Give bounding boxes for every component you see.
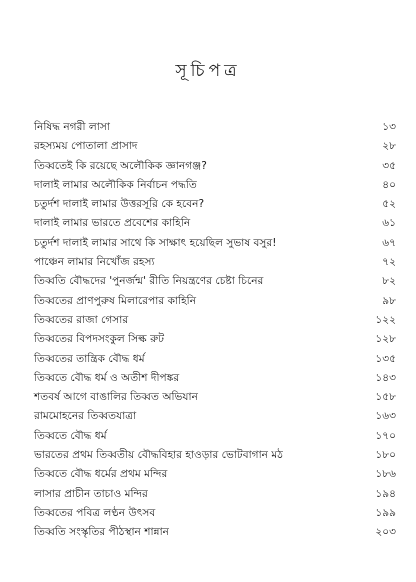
toc-entry-page: ৯৮ <box>382 294 396 307</box>
toc-entry-page: ১৩৫ <box>375 352 396 365</box>
toc-entry-page: ১২২ <box>375 313 396 326</box>
toc-entry <box>0 369 416 388</box>
toc-entry-title: তিব্বতে বৌদ্ধ ধর্ম <box>34 429 107 442</box>
toc-entry <box>0 446 416 465</box>
toc-entry-title: দালাই লামার ভারতে প্রবেশের কাহিনি <box>34 217 191 230</box>
toc-entry-page: ১৮০ <box>375 449 396 462</box>
toc-entry-page: ১৯৪ <box>375 487 396 500</box>
toc-entry <box>0 253 416 272</box>
toc-list <box>0 118 416 543</box>
toc-entry-page: ১৩ <box>382 121 396 133</box>
toc-entry <box>0 427 416 446</box>
toc-entry <box>0 330 416 349</box>
toc-entry-title: তিব্বতে বৌদ্ধ ধর্মের প্রথম মন্দির <box>34 468 168 481</box>
toc-entry-page: ১৮৬ <box>375 468 396 481</box>
toc-entry-page: ৫২ <box>382 198 396 211</box>
toc-entry-title: তিব্বতের রাজা গেসার <box>34 313 129 326</box>
toc-entry-page: ১৪৩ <box>375 371 396 384</box>
toc-entry-title: তিব্বতেই কি রয়েছে অলৌকিক জ্ঞানগঞ্জ? <box>34 159 207 172</box>
toc-entry-title: তিব্বতে বৌদ্ধ ধর্ম ও অতীশ দীপঙ্কর <box>34 371 180 384</box>
toc-entry-title: লাসার প্রাচীন তাচাও মন্দির <box>34 487 148 500</box>
toc-entry <box>0 311 416 330</box>
toc-entry <box>0 407 416 426</box>
toc-entry-title: শতবর্ষ আগে বাঙালির তিব্বত অভিযান <box>34 391 198 404</box>
toc-entry-page: ৬১ <box>382 217 396 230</box>
toc-entry-page: ২০৩ <box>375 526 396 539</box>
toc-entry-title: রামমোহনের তিব্বতযাত্রা <box>34 410 137 423</box>
toc-entry-title: চতুর্দশ দালাই লামার উত্তরসূরি কে হবেন? <box>34 198 205 211</box>
toc-entry-page: ১৬৩ <box>375 410 396 423</box>
toc-entry <box>0 388 416 407</box>
toc-entry <box>0 504 416 523</box>
toc-entry-title: তিব্বতের প্রাণপুরুষ মিলারেপার কাহিনি <box>34 294 197 307</box>
toc-entry <box>0 137 416 156</box>
toc-entry-page: ৭২ <box>382 256 396 269</box>
toc-entry-page: ৬৭ <box>382 236 396 249</box>
toc-entry-title: চতুর্দশ দালাই লামার সাথে কি সাক্ষাৎ হয়েছিল সুভাষ বসুর! <box>34 236 277 249</box>
toc-entry-page: ১২৮ <box>375 333 396 346</box>
toc-entry <box>0 272 416 291</box>
toc-entry-title: তিব্বতি বৌদ্ধদের 'পুনর্জন্ম' রীতি নিয়ন্ত্রণের চেষ্টা চিনের <box>34 275 264 288</box>
toc-entry <box>0 234 416 253</box>
toc-entry <box>0 523 416 542</box>
toc-entry-title: ভারতের প্রথম তিব্বতীয় বৌদ্ধবিহার হাওড়ার ভোটবাগান মঠ <box>34 449 283 462</box>
toc-entry-page: ১৯৯ <box>375 506 396 519</box>
toc-entry-title: পাঞ্চেন লামার নিখোঁজ রহস্য <box>34 256 155 269</box>
toc-entry-page: ১৭০ <box>375 429 396 442</box>
toc-entry-title: তিব্বতের বিপদসংকুল সিল্ক রুট <box>34 333 164 346</box>
toc-entry-title: তিব্বতের তান্ত্রিক বৌদ্ধ ধর্ম <box>34 352 145 365</box>
toc-entry-title: নিষিদ্ধ নগরী লাসা <box>34 121 110 133</box>
toc-entry <box>0 214 416 233</box>
toc-entry-page: ৩৫ <box>382 159 396 172</box>
toc-entry <box>0 485 416 504</box>
toc-entry-title: দালাই লামার অলৌকিক নির্বাচন পদ্ধতি <box>34 178 197 191</box>
toc-entry-title: তিব্বতের পবিত্র লণ্ঠন উৎসব <box>34 506 156 519</box>
toc-entry <box>0 195 416 214</box>
toc-entry <box>0 465 416 484</box>
toc-entry-page: ৮২ <box>382 275 396 288</box>
toc-entry <box>0 350 416 369</box>
page-title: সূচিপত্র <box>175 61 241 81</box>
toc-entry <box>0 176 416 195</box>
toc-entry-page: ১৫৮ <box>375 391 396 404</box>
toc-entry <box>0 292 416 311</box>
toc-entry-page: ৪০ <box>382 178 396 191</box>
toc-entry-title: তিব্বতি সংস্কৃতির পীঠস্থান শান্নান <box>34 526 169 539</box>
toc-entry <box>0 118 416 137</box>
toc-entry-title: রহস্যময় পোতালা প্রাসাদ <box>34 140 138 153</box>
toc-entry-page: ২৮ <box>382 140 396 153</box>
toc-entry <box>0 157 416 176</box>
